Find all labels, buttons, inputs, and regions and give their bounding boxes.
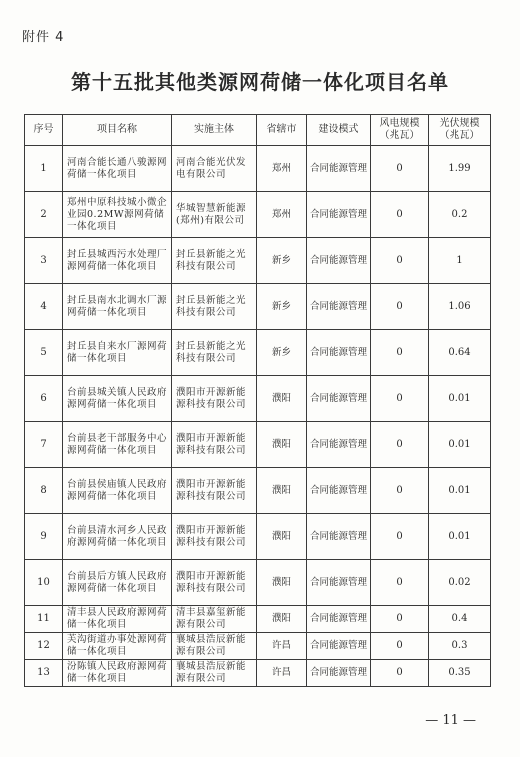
attachment-label: 附件 4 xyxy=(22,30,65,45)
cell-project: 封丘县自来水厂源网荷储一体化项目 xyxy=(63,330,172,376)
cell-city: 许昌 xyxy=(257,660,307,687)
header-owner: 实施主体 xyxy=(172,115,257,146)
cell-city: 濮阳 xyxy=(257,468,307,514)
cell-index: 2 xyxy=(25,192,63,238)
table-row xyxy=(25,376,491,422)
cell-owner: 封丘县新能之光科技有限公司 xyxy=(172,238,257,284)
cell-project: 台前县后方镇人民政府源网荷储一体化项目 xyxy=(63,560,172,606)
cell-project: 河南合能长通八骏源网荷储一体化项目 xyxy=(63,146,172,192)
table-row xyxy=(25,468,491,514)
cell-project: 汾陈镇人民政府源网荷储一体化项目 xyxy=(63,660,172,687)
cell-owner: 封丘县新能之光科技有限公司 xyxy=(172,330,257,376)
cell-index: 5 xyxy=(25,330,63,376)
cell-wind: 0 xyxy=(371,330,429,376)
cell-index: 11 xyxy=(25,606,63,633)
cell-index: 6 xyxy=(25,376,63,422)
header-mode: 建设模式 xyxy=(307,115,371,146)
cell-index: 13 xyxy=(25,660,63,687)
cell-index: 10 xyxy=(25,560,63,606)
cell-solar: 0.02 xyxy=(429,560,491,606)
cell-project: 封丘县城西污水处理厂源网荷储一体化项目 xyxy=(63,238,172,284)
cell-solar: 0.3 xyxy=(429,633,491,660)
cell-city: 郑州 xyxy=(257,192,307,238)
header-index: 序号 xyxy=(25,115,63,146)
page-number: — 11 — xyxy=(425,713,476,728)
cell-wind: 0 xyxy=(371,376,429,422)
cell-wind: 0 xyxy=(371,514,429,560)
cell-mode: 合同能源管理 xyxy=(307,192,371,238)
cell-index: 4 xyxy=(25,284,63,330)
cell-city: 新乡 xyxy=(257,330,307,376)
cell-owner: 封丘县新能之光科技有限公司 xyxy=(172,284,257,330)
cell-wind: 0 xyxy=(371,660,429,687)
cell-mode: 合同能源管理 xyxy=(307,560,371,606)
cell-index: 1 xyxy=(25,146,63,192)
table-row xyxy=(25,422,491,468)
cell-owner: 襄城县浩辰新能源有限公司 xyxy=(172,633,257,660)
cell-mode: 合同能源管理 xyxy=(307,633,371,660)
table-row xyxy=(25,192,491,238)
cell-project: 台前县城关镇人民政府源网荷储一体化项目 xyxy=(63,376,172,422)
cell-wind: 0 xyxy=(371,284,429,330)
cell-wind: 0 xyxy=(371,192,429,238)
cell-index: 8 xyxy=(25,468,63,514)
cell-project: 台前县老干部服务中心源网荷储一体化项目 xyxy=(63,422,172,468)
cell-project: 郑州中原科技城小微企业园0.2MW源网荷储一体化项目 xyxy=(63,192,172,238)
table-row xyxy=(25,146,491,192)
cell-mode: 合同能源管理 xyxy=(307,514,371,560)
header-city: 省辖市 xyxy=(257,115,307,146)
cell-mode: 合同能源管理 xyxy=(307,606,371,633)
cell-owner: 濮阳市开源新能源科技有限公司 xyxy=(172,376,257,422)
cell-city: 许昌 xyxy=(257,633,307,660)
cell-mode: 合同能源管理 xyxy=(307,146,371,192)
cell-mode: 合同能源管理 xyxy=(307,330,371,376)
document-title: 第十五批其他类源网荷储一体化项目名单 xyxy=(71,70,449,94)
table-row xyxy=(25,330,491,376)
cell-owner: 濮阳市开源新能源科技有限公司 xyxy=(172,560,257,606)
cell-mode: 合同能源管理 xyxy=(307,238,371,284)
cell-wind: 0 xyxy=(371,468,429,514)
cell-solar: 0.01 xyxy=(429,468,491,514)
cell-wind: 0 xyxy=(371,146,429,192)
cell-city: 濮阳 xyxy=(257,606,307,633)
cell-wind: 0 xyxy=(371,633,429,660)
table-row xyxy=(25,560,491,606)
cell-owner: 河南合能光伏发电有限公司 xyxy=(172,146,257,192)
cell-city: 濮阳 xyxy=(257,514,307,560)
cell-mode: 合同能源管理 xyxy=(307,660,371,687)
cell-city: 濮阳 xyxy=(257,376,307,422)
cell-wind: 0 xyxy=(371,560,429,606)
cell-project: 台前县侯庙镇人民政府源网荷储一体化项目 xyxy=(63,468,172,514)
cell-city: 新乡 xyxy=(257,238,307,284)
cell-owner: 襄城县浩辰新能源有限公司 xyxy=(172,660,257,687)
cell-mode: 合同能源管理 xyxy=(307,284,371,330)
cell-project: 芙沟街道办事处源网荷储一体化项目 xyxy=(63,633,172,660)
table-row xyxy=(25,514,491,560)
cell-solar: 0.2 xyxy=(429,192,491,238)
header-project: 项目名称 xyxy=(63,115,172,146)
project-table xyxy=(24,114,491,687)
cell-solar: 0.64 xyxy=(429,330,491,376)
cell-mode: 合同能源管理 xyxy=(307,422,371,468)
table-row xyxy=(25,633,491,660)
table-row xyxy=(25,284,491,330)
cell-index: 7 xyxy=(25,422,63,468)
cell-index: 9 xyxy=(25,514,63,560)
cell-wind: 0 xyxy=(371,238,429,284)
table-row xyxy=(25,238,491,284)
cell-city: 濮阳 xyxy=(257,560,307,606)
cell-owner: 濮阳市开源新能源科技有限公司 xyxy=(172,514,257,560)
header-wind: 风电规模（兆瓦） xyxy=(371,115,429,146)
cell-solar: 0.01 xyxy=(429,422,491,468)
cell-owner: 濮阳市开源新能源科技有限公司 xyxy=(172,422,257,468)
cell-city: 濮阳 xyxy=(257,422,307,468)
cell-solar: 1 xyxy=(429,238,491,284)
cell-solar: 0.01 xyxy=(429,514,491,560)
table-header-row xyxy=(25,115,491,146)
table-row xyxy=(25,606,491,633)
cell-project: 台前县清水河乡人民政府源网荷储一体化项目 xyxy=(63,514,172,560)
cell-index: 3 xyxy=(25,238,63,284)
cell-index: 12 xyxy=(25,633,63,660)
cell-wind: 0 xyxy=(371,606,429,633)
table-row xyxy=(25,660,491,687)
cell-mode: 合同能源管理 xyxy=(307,468,371,514)
header-solar: 光伏规模（兆瓦） xyxy=(429,115,491,146)
cell-owner: 清丰县嘉玺新能源有限公司 xyxy=(172,606,257,633)
cell-solar: 1.06 xyxy=(429,284,491,330)
cell-city: 新乡 xyxy=(257,284,307,330)
cell-project: 清丰县人民政府源网荷储一体化项目 xyxy=(63,606,172,633)
cell-solar: 1.99 xyxy=(429,146,491,192)
cell-solar: 0.35 xyxy=(429,660,491,687)
cell-owner: 濮阳市开源新能源科技有限公司 xyxy=(172,468,257,514)
cell-solar: 0.01 xyxy=(429,376,491,422)
cell-project: 封丘县南水北调水厂源网荷储一体化项目 xyxy=(63,284,172,330)
cell-wind: 0 xyxy=(371,422,429,468)
cell-city: 郑州 xyxy=(257,146,307,192)
cell-solar: 0.4 xyxy=(429,606,491,633)
cell-mode: 合同能源管理 xyxy=(307,376,371,422)
cell-owner: 华城智慧新能源(郑州)有限公司 xyxy=(172,192,257,238)
